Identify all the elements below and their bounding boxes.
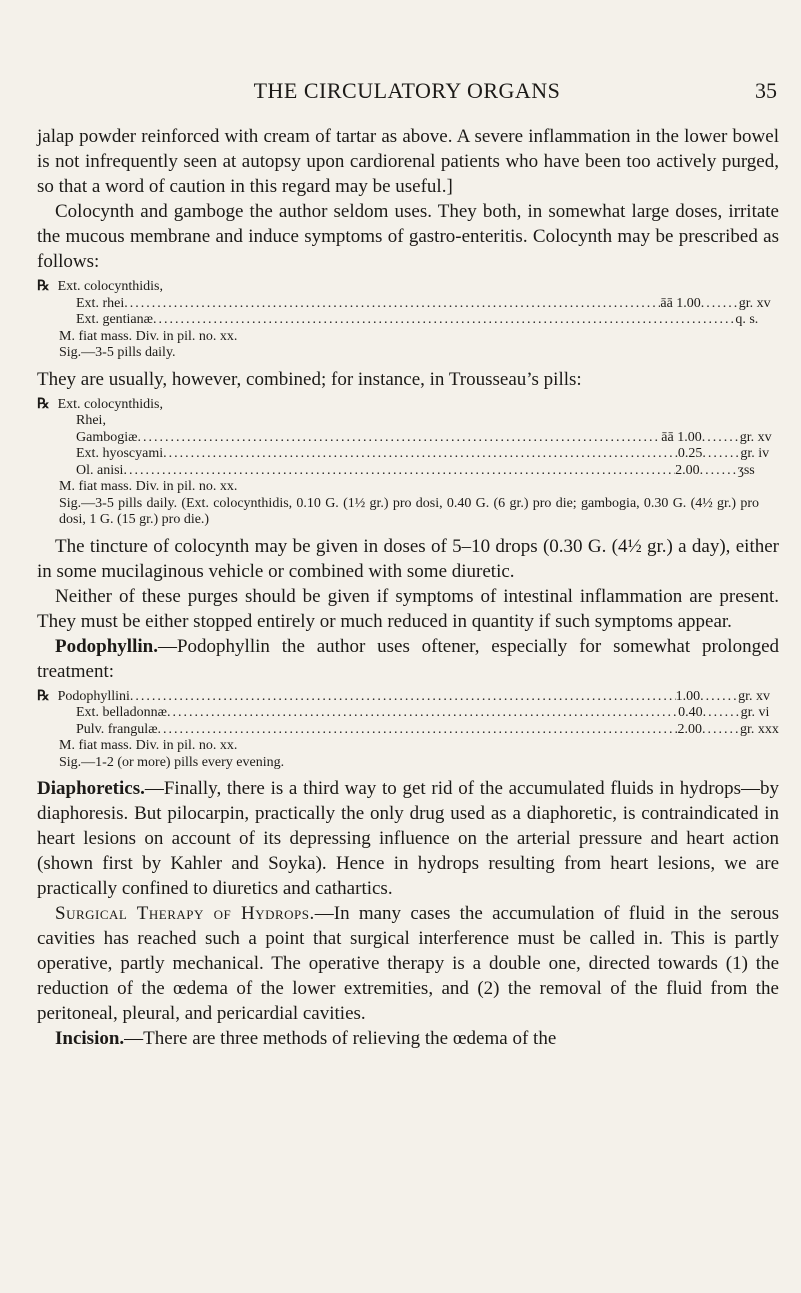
running-title: THE CIRCULATORY ORGANS — [253, 78, 561, 103]
rx-line: M. fiat mass. Div. in pil. no. xx. — [59, 479, 238, 494]
paragraph: The tincture of colocynth may be given in doses of 5–10 drops (0.30 G. (4½ gr.) a day), either in some mucilaginous vehicle or combined with some diuretic. — [37, 535, 779, 582]
paragraph-text: —In many cases the accumulation of fluid in the serous cavities has reached such a point that surgical interference must be called in. This is partly operative, partly mechanical. The operative therapy is a double one, directed towards (1) the reduction of the œdema of the lower extremities, and (2) the removal of the fluid from the peritoneal, pleural, and pericardial cavities. — [37, 903, 779, 1024]
rx-unit: gr. vi — [740, 705, 770, 720]
rx-line: Sig.—1-2 (or more) pills every evening. — [59, 754, 285, 770]
rx-ingredient: Ext. hyoscyami — [76, 446, 164, 461]
rx-line: Sig.—3-5 pills daily. — [59, 345, 176, 360]
rx-symbol: ℞ — [37, 396, 50, 412]
rx-amount: 0.25 — [677, 446, 703, 461]
paragraph — [37, 634, 779, 684]
rx-ingredient: Gambogiæ — [76, 429, 138, 445]
paragraph — [37, 1026, 779, 1051]
page-header — [37, 78, 777, 108]
rx-amount: āā 1.00 — [661, 429, 702, 445]
run-in-heading: Diaphoretics. — [37, 778, 145, 799]
rx-amount: āā 1.00 — [660, 295, 701, 311]
rx-ingredient: Ol. anisi — [76, 462, 124, 478]
rx-amount: 2.00 — [677, 721, 702, 737]
rx-ingredient: Ext. gentianæ — [76, 312, 153, 327]
run-in-heading: Incision. — [55, 1028, 125, 1049]
prescription-colocynth — [37, 279, 779, 362]
rx-ingredient: Podophyllini — [57, 688, 130, 704]
run-in-heading: Podophyllin. — [55, 635, 158, 657]
paragraph-text: —Finally, there is a third way to get rid of the accumulated fluids in hydrops—by diaphoresis. But pilocarpin, practically the only drug used as a diaphoretic, is contraindicated in heart lesions on account of its depressing influence on the arterial pressure and heart action (shown first by Kahler and Soyka). Hence in hydrops resulting from heart lesions, we are practically confined to diuretics and cathartics. — [37, 778, 779, 899]
rx-symbol: ℞ — [37, 688, 50, 704]
paragraph: Neither of these purges should be given if symptoms of intestinal inflammation are present. They must be either stopped entirely or much reduced in quantity if such symptoms appear. — [37, 585, 779, 632]
rx-ingredient: Ext. rhei — [76, 295, 125, 311]
rx-amount: 2.00 — [675, 462, 700, 478]
rx-amount: 0.40 — [678, 705, 703, 720]
rx-line: M. fiat mass. Div. in pil. no. xx. — [59, 328, 238, 344]
paragraph — [37, 776, 779, 901]
prescription-podophyllin — [37, 689, 779, 772]
paragraph: jalap powder reinforced with cream of tartar as above. A severe inflammation in the lower bowel is not infrequently seen at autopsy upon cardiorenal patients who have been too actively purged, so that a word of caution in this regard may be useful.] — [37, 126, 779, 197]
paragraph — [37, 901, 779, 1026]
paragraph-text: —There are three methods of relieving the œdema of the — [124, 1028, 557, 1049]
page-number: 35 — [755, 78, 777, 103]
rx-symbol: ℞ — [37, 279, 50, 294]
rx-line: Ext. colocynthidis, — [57, 279, 163, 294]
run-in-heading: Surgical Therapy of Hydrops. — [55, 903, 315, 924]
paragraph-text: —Podophyllin the author uses oftener, especially for somewhat prolonged treatment: — [37, 635, 779, 682]
rx-unit: ʒss — [737, 462, 755, 478]
rx-unit: gr. xv — [738, 688, 770, 704]
rx-line: Ext. colocynthidis, — [57, 396, 163, 412]
rx-ingredient: Rhei, — [76, 413, 106, 428]
rx-ingredient: Pulv. frangulæ — [76, 721, 158, 737]
rx-line: M. fiat mass. Div. in pil. no. xx. — [59, 738, 238, 753]
rx-unit: gr. iv — [740, 446, 770, 461]
rx-ingredient: Ext. belladonnæ — [76, 705, 167, 720]
rx-line: Sig.—3-5 pills daily. (Ext. colocynthidis, 0.10 G. (1½ gr.) pro dosi, 0.40 G. (6 gr.) pro die; gambogia, 0.30 G. (4½ gr.) pro dosi, 1 G. (15 gr.) pro die.) — [59, 495, 759, 527]
paragraph: They are usually, however, combined; for instance, in Trousseau’s pills: — [37, 368, 582, 390]
rx-unit: q. s. — [735, 312, 759, 327]
paragraph: Colocynth and gamboge the author seldom uses. They both, in somewhat large doses, irritate the mucous membrane and induce symptoms of gastro-enteritis. Colocynth may be prescribed as follows: — [37, 201, 779, 272]
rx-amount: 1.00 — [675, 688, 701, 704]
page-body — [37, 124, 779, 1051]
rx-unit: gr. xv — [738, 295, 771, 311]
prescription-trousseau — [37, 397, 779, 529]
rx-unit: gr. xxx — [740, 721, 779, 737]
rx-unit: gr. xv — [739, 429, 772, 445]
